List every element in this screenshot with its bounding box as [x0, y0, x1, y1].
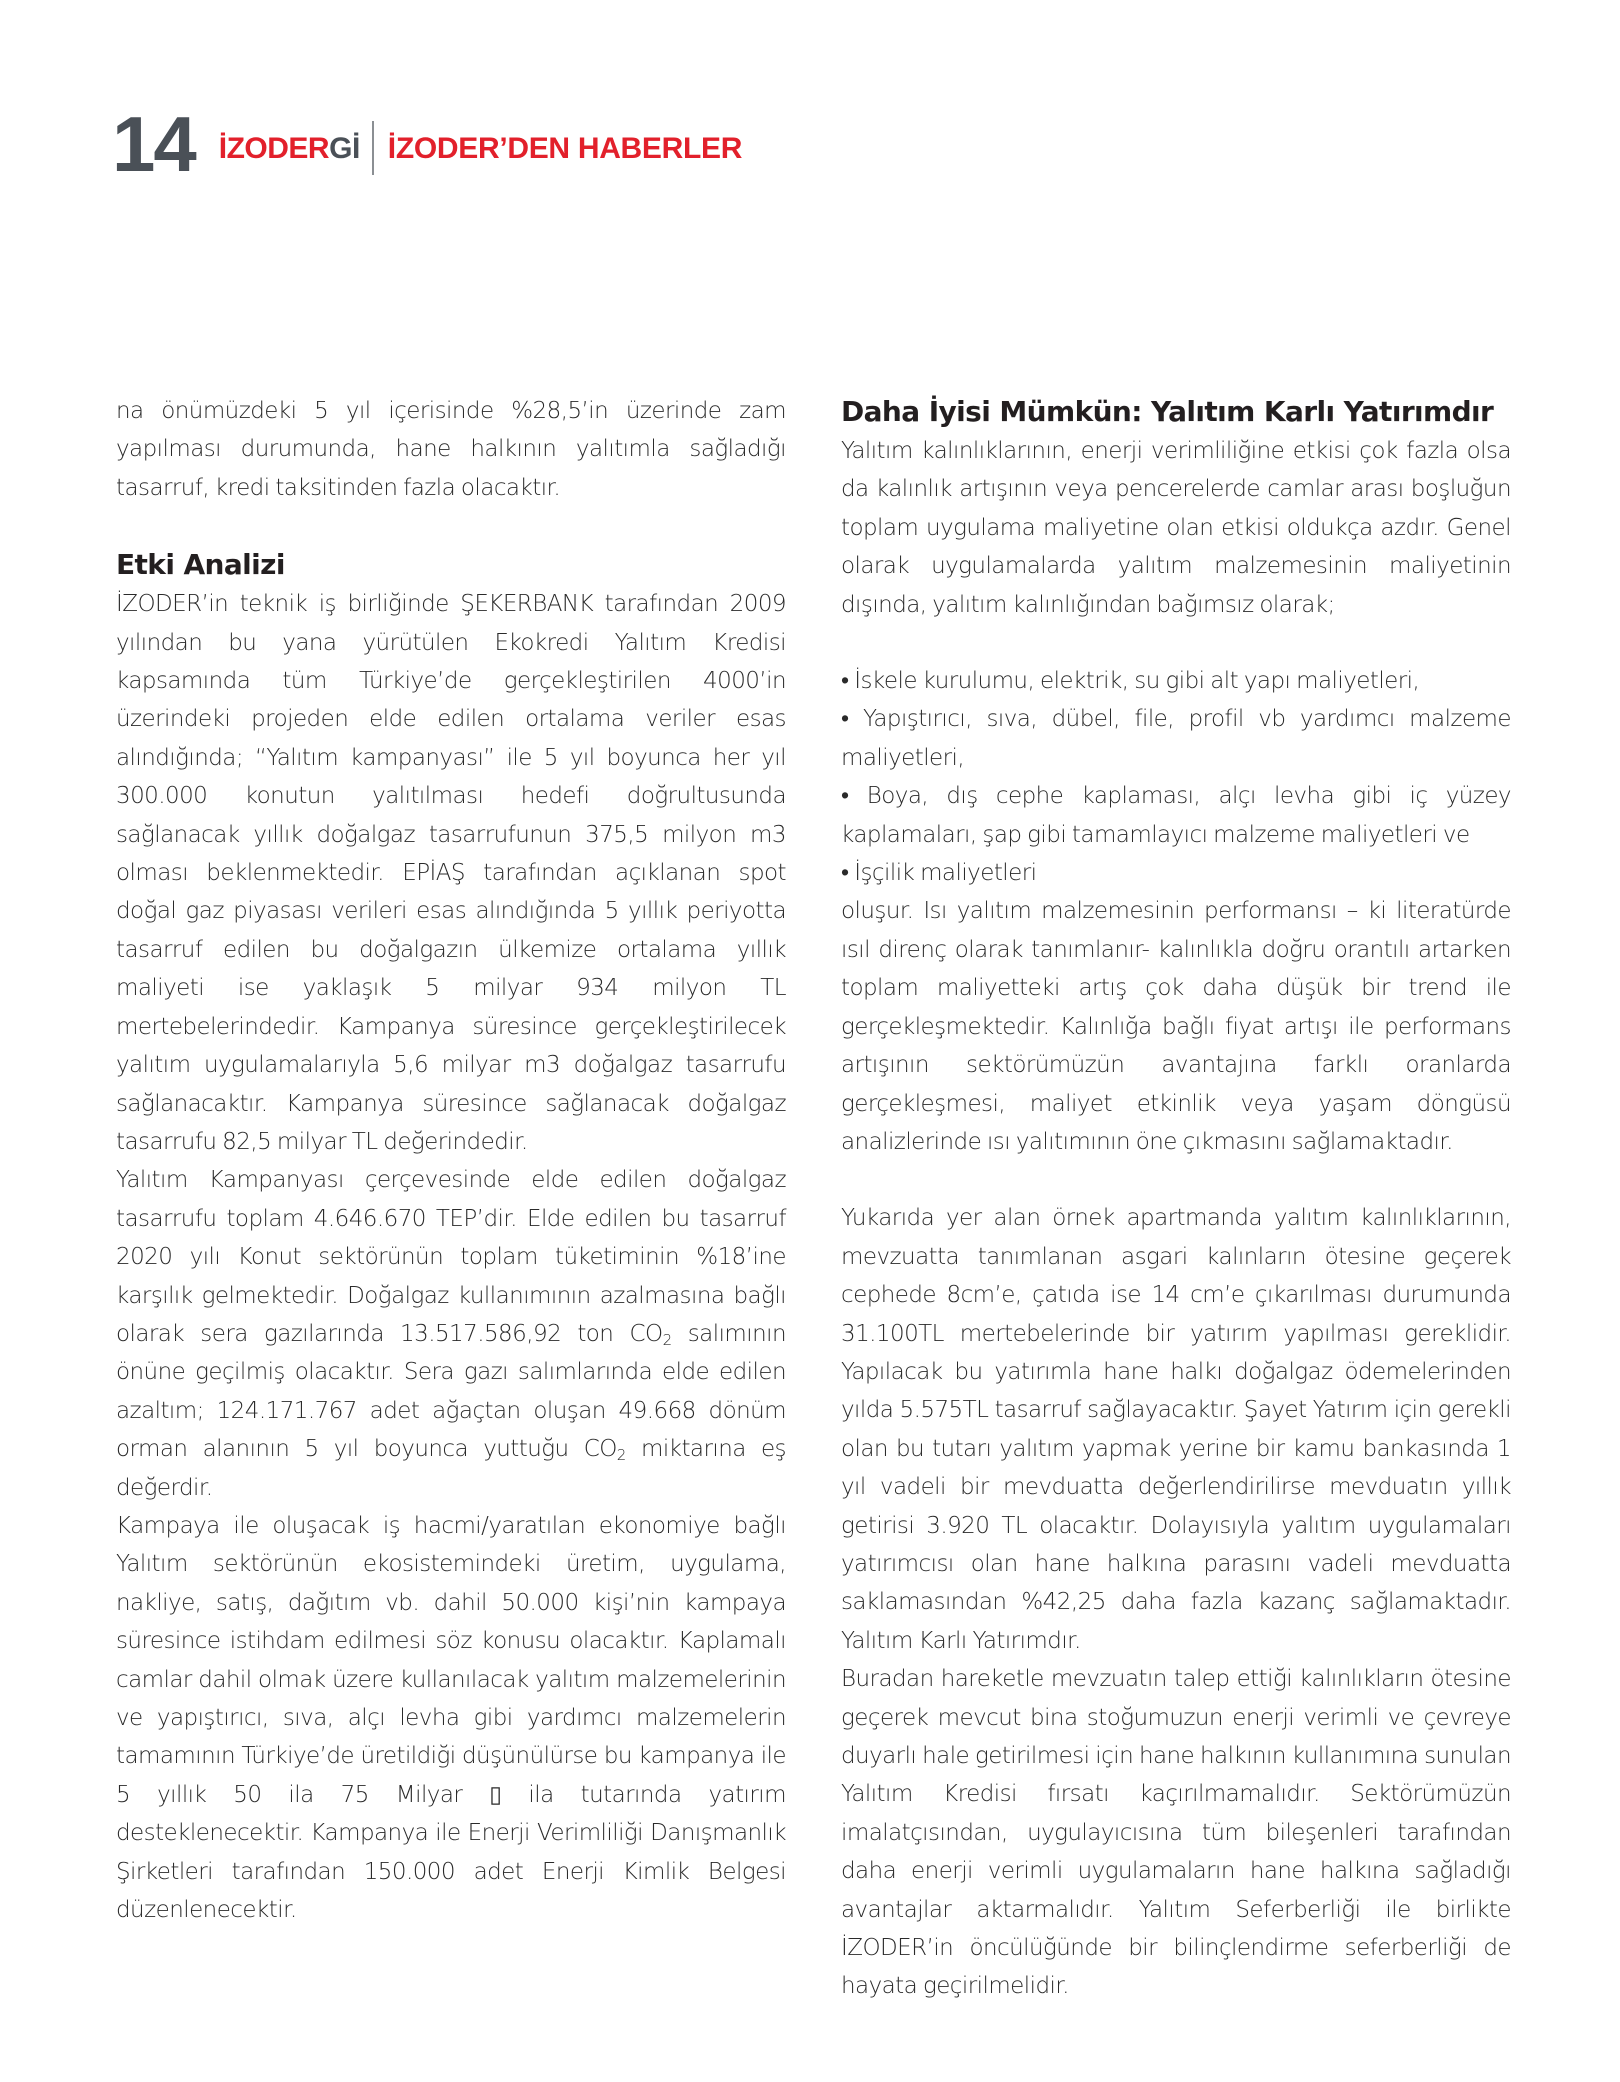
magazine-logo [219, 132, 360, 166]
paragraph-employment: Kampaya ile oluşacak iş hacmi/yaratılan ekonomiye bağlı Yalıtım sektörünün ekosistemindeki üretim, uygulama, nakliye, satış, dağıtım vb. dahil 50.000 kişi’nin kampaya süresince istihdam edilmesi söz konusu olacaktır. Kaplamalı camlar dahil olmak üzere kullanılacak yalıtım malzemelerinin ve yapıştırıcı, sıva, alçı levha gibi yardımcı malzemelerin tamamının Türkiye’de üretildiği düşünülürse bu kampanya ile 5 yıllık 50 ila 75 Milyar ▯ ila tutarında yatırım desteklenecektir. Kampanya ile Enerji Verimliliği Danışmanlık Şirketleri tarafından 150.000 adet Enerji Kimlik Belgesi düzenlenecektir. [116, 1512, 786, 1924]
paragraph-thickness: Yalıtım kalınlıklarının, enerji verimliliğine etkisi çok fazla olsa da kalınlık artışının veya pencerelerde camlar arası boşluğun toplam uygulama maliyetine olan etkisi oldukça azdır. Genel olarak uygulamalarda yalıtım malzemesinin maliyetinin dışında, yalıtım kalınlığından bağımsız olarak; [841, 438, 1511, 618]
list-item: • İşçilik maliyetleri [841, 860, 1037, 887]
page-header [112, 100, 743, 188]
heading-yalitim-karli-yatirim: Daha İyisi Mümkün: Yalıtım Karlı Yatırımdır [841, 395, 1494, 428]
paragraph-example-apartment: Yukarıda yer alan örnek apartmanda yalıtım kalınlıklarının, mevzuatta tanımlanan asgari kalınların ötesine geçerek cephede 8cm’e, çatıda ise 14 cm’e çıkarılması durumunda 31.100TL mertebelerinde bir yatırım yapılması gereklidir. Yapılacak bu yatırımla hane halkı doğalgaz ödemelerinden yılda 5.575TL tasarruf sağlayacaktır. Şayet Yatırım için gerekli olan bu tutarı yalıtım yapmak yerine bir kamu bankasında 1 yıl vadeli bir mevduatta değerlendirilirse mevduatın yıllık getirisi 3.920 TL olacaktır. Dolayısıyla yalıtım uygulamaları yatırımcısı olan hane halkına parasını vadeli mevduatta saklamasından %42,25 daha fazla kazanç sağlamaktadır. Yalıtım Karlı Yatırımdır. [841, 1205, 1511, 1654]
section-title: İZODER’DEN HABERLER [387, 132, 743, 165]
paragraph-performance: oluşur. Isı yalıtım malzemesinin performansı – ki literatürde ısıl direnç olarak tanımlanır- kalınlıkla doğru orantılı artarken toplam maliyetteki artış çok daha düşük bir trend ile gerçekleşmektedir. Kalınlığa bağlı fiyat artışı ile performans artışının sektörümüzün avantajına farklı oranlarda gerçekleşmesi, maliyet etkinlik veya yaşam döngüsü analizlerinde ısı yalıtımının öne çıkmasını sağlamaktadır. [841, 898, 1511, 1155]
magazine-name: İZODER [218, 132, 330, 165]
paragraph-impact-analysis: İZODER’in teknik iş birliğinde ŞEKERBANK tarafından 2009 yılından bu yana yürütülen Ekokredi Yalıtım Kredisi kapsamında tüm Türkiye’de gerçekleştirilen 4000’in üzerindeki projeden elde edilen ortalama veriler esas alındığında; “Yalıtım kampanyası” ile 5 yıl boyunca her yıl 300.000 konutun yalıtılması hedefi doğrultusunda sağlanacak yıllık doğalgaz tasarrufunun 375,5 milyon m3 olması beklenmektedir. EPİAŞ tarafından açıklanan spot doğal gaz piyasası verileri esas alındığında 5 yıllık periyotta tasarruf edilen bu doğalgazın ülkemize ortalama yıllık maliyeti ise yaklaşık 5 milyar 934 milyon TL mertebelerindedir. Kampanya süresince gerçekleştirilecek yalıtım uygulamalarıyla 5,6 milyar m3 doğalgaz tasarrufu sağlanacaktır. Kampanya süresince sağlanacak doğalgaz tasarrufu 82,5 milyar TL değerindedir. [116, 591, 786, 1155]
header-divider [372, 121, 374, 175]
paragraph-gas-savings: Yalıtım Kampanyası çerçevesinde elde edilen doğalgaz tasarrufu toplam 4.646.670 TEP’dir. Elde edilen bu tasarruf 2020 yılı Konut sektörünün toplam tüketiminin %18’ine karşılık gelmektedir. Doğalgaz kullanımının azalmasına bağlı olarak sera gazılarında 13.517.586,92 ton $CO_2$ salımının önüne geçilmiş olacaktır. Sera gazı salımlarında elde edilen azaltım; 124.171.767 adet ağaçtan oluşan 49.668 dönüm orman alanının 5 yıl boyunca yuttuğu $CO_2$ miktarına eş değerdir. [116, 1167, 786, 1501]
cost-bullet-list [841, 662, 1511, 892]
left-column [116, 392, 786, 1929]
heading-etki-analizi: Etki Analizi [116, 548, 285, 582]
magazine-name-suffix: Gİ [329, 132, 360, 165]
right-column [841, 392, 1511, 2006]
intro-paragraph: na önümüzdeki 5 yıl içerisinde %28,5’in üzerinde zam yapılması durumunda, hane halkının yalıtımla sağladığı tasarruf, kredi taksitinden fazla olacaktır. [116, 398, 786, 501]
list-item: • Boya, dış cephe kaplaması, alçı levha gibi iç yüzey kaplamaları, şap gibi tamamlayıcı malzeme maliyetleri ve [841, 783, 1511, 848]
page-number: 14 [112, 100, 195, 188]
paragraph-conclusion: Buradan hareketle mevzuatın talep ettiği kalınlıkların ötesine geçerek mevcut bina stoğumuzun enerji verimli ve çevreye duyarlı hale getirilmesi için hane halkının kullanımına sunulan Yalıtım Kredisi fırsatı kaçırılmamalıdır. Sektörümüzün imalatçısından, uygulayıcısına tüm bileşenleri tarafından daha enerji verimli uygulamaların hane halkına sağladığı avantajlar aktarmalıdır. Yalıtım Seferberliği ile birlikte İZODER’in öncülüğünde bir bilinçlendirme seferberliği de hayata geçirilmelidir. [841, 1666, 1511, 2000]
list-item: • İskele kurulumu, elektrik, su gibi alt yapı maliyetleri, [841, 668, 1420, 695]
list-item: • Yapıştırıcı, sıva, dübel, file, profil vb yardımcı malzeme maliyetleri, [841, 706, 1511, 771]
